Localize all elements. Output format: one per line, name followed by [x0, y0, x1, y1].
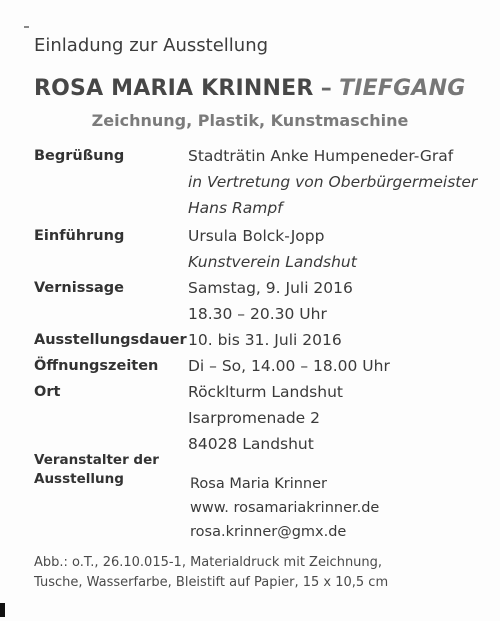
greeting-line: Stadträtin Anke Humpeneder-Graf: [188, 147, 454, 165]
scan-mark: [24, 26, 29, 28]
place-line: Isarpromenade 2: [188, 409, 320, 427]
duration-value: 10. bis 31. Juli 2016: [188, 331, 342, 349]
greeting-line: in Vertretung von Oberbürgermeister: [188, 173, 478, 191]
vernissage-line: Samstag, 9. Juli 2016: [188, 279, 353, 297]
hours-label: Öffnungszeiten: [34, 358, 159, 374]
title-separator: –: [320, 76, 332, 101]
organizer-email[interactable]: rosa.krinner@gmx.de: [190, 524, 347, 540]
exhibition-title: TIEFGANG: [339, 76, 466, 101]
place-line: Röcklturm Landshut: [188, 383, 343, 401]
scan-edge-mark: [0, 603, 5, 617]
hours-value: Di – So, 14.00 – 18.00 Uhr: [188, 357, 390, 375]
duration-label: Ausstellungsdauer: [34, 332, 187, 348]
intro-line: Ursula Bolck-Jopp: [188, 227, 325, 245]
vernissage-label: Vernissage: [34, 280, 124, 296]
organizer-label: Veranstalter der: [34, 452, 159, 468]
exhibition-subtitle: Zeichnung, Plastik, Kunstmaschine: [91, 111, 409, 130]
place-line: 84028 Landshut: [188, 435, 314, 453]
vernissage-line: 18.30 – 20.30 Uhr: [188, 305, 327, 323]
image-caption-line: Tusche, Wasserfarbe, Bleistift auf Papier, 15 x 10,5 cm: [34, 575, 389, 590]
exhibition-headline: [34, 76, 466, 101]
organizer-name: Rosa Maria Krinner: [190, 476, 327, 492]
organizer-label: Ausstellung: [34, 471, 124, 487]
organizer-website[interactable]: www. rosamariakrinner.de: [190, 500, 380, 516]
image-caption-line: Abb.: o.T., 26.10.015-1, Materialdruck mit Zeichnung,: [34, 555, 383, 570]
greeting-label: Begrüßung: [34, 148, 125, 164]
intro-label: Einführung: [34, 228, 125, 244]
artist-name: ROSA MARIA KRINNER: [34, 76, 314, 101]
invitation-heading: Einladung zur Ausstellung: [34, 35, 269, 56]
intro-line: Kunstverein Landshut: [188, 253, 357, 271]
greeting-line: Hans Rampf: [188, 199, 283, 217]
place-label: Ort: [34, 384, 61, 400]
